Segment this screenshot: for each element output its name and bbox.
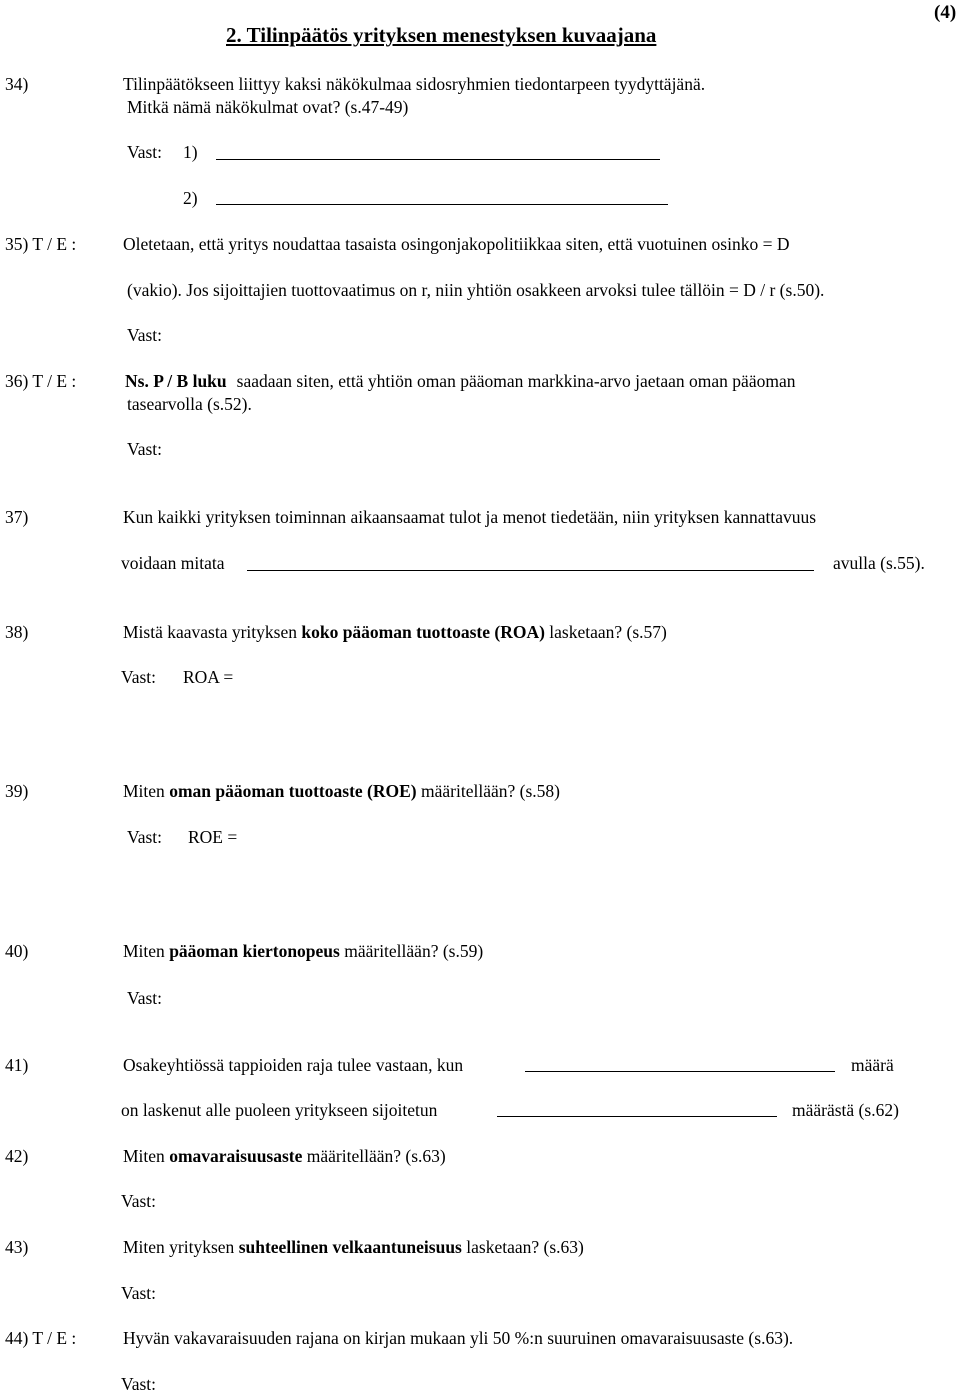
question-37-number: 37): [5, 507, 29, 527]
question-37-answer-line[interactable]: [247, 570, 814, 571]
question-34-answer-label: Vast:: [127, 142, 162, 162]
question-42-number: 42): [5, 1146, 29, 1166]
question-39-term: oman pääoman tuottoaste (ROE): [169, 781, 417, 801]
question-40-answer-label: Vast:: [127, 988, 162, 1008]
question-44-number: 44) T / E :: [5, 1328, 77, 1348]
question-36-term: Ns. P / B luku: [125, 371, 227, 391]
question-41-answer-line-1[interactable]: [525, 1071, 835, 1072]
question-36-line1-rest: saadaan siten, että yhtiön oman pääoman markkina-arvo jaetaan oman pääoman: [236, 371, 796, 391]
question-39-pre: Miten: [123, 781, 165, 801]
question-40-text: [123, 940, 483, 962]
question-42-term: omavaraisuusaste: [169, 1146, 303, 1166]
question-40-post: määritellään? (s.59): [344, 941, 484, 961]
question-41-line1-end: määrä: [851, 1055, 894, 1075]
question-36-answer-label: Vast:: [127, 439, 162, 459]
question-42-text: [123, 1145, 446, 1167]
question-38-answer-label: Vast:: [121, 667, 156, 687]
question-41-line2-start: on laskenut alle puoleen yritykseen sijoitetun: [121, 1100, 438, 1120]
question-43-post: lasketaan? (s.63): [466, 1237, 584, 1257]
question-38-post: lasketaan? (s.57): [549, 622, 667, 642]
page-number: (4): [934, 2, 957, 23]
question-40-pre: Miten: [123, 941, 165, 961]
question-35-answer-label: Vast:: [127, 325, 162, 345]
question-42-pre: Miten: [123, 1146, 165, 1166]
question-36-line1: [125, 370, 795, 392]
question-41-line1-start: Osakeyhtiössä tappioiden raja tulee vastaan, kun: [123, 1055, 464, 1075]
question-38-term: koko pääoman tuottoaste (ROA): [301, 622, 545, 642]
question-38-formula: ROA =: [183, 667, 234, 687]
question-43-text: [123, 1236, 584, 1258]
question-43-answer-label: Vast:: [121, 1283, 156, 1303]
question-41-answer-line-2[interactable]: [497, 1116, 777, 1117]
question-34-item2: 2): [183, 188, 198, 208]
question-38-pre: Mistä kaavasta yrityksen: [123, 622, 297, 642]
question-43-pre: Miten yrityksen: [123, 1237, 235, 1257]
question-43-term: suhteellinen velkaantuneisuus: [238, 1237, 462, 1257]
page-title: 2. Tilinpäätös yrityksen menestyksen kuvaajana: [226, 23, 657, 47]
question-34-answer-line-1[interactable]: [216, 159, 660, 160]
question-37-line2-end: avulla (s.55).: [833, 553, 925, 573]
question-39-post: määritellään? (s.58): [421, 781, 560, 801]
question-35-line1: Oletetaan, että yritys noudattaa tasaista osingonjakopolitiikkaa siten, että vuotuinen osinko = D: [123, 234, 790, 254]
question-37-line1: Kun kaikki yrityksen toiminnan aikaansaamat tulot ja menot tiedetään, niin yrityksen kannattavuus: [123, 507, 817, 527]
question-36-number: 36) T / E :: [5, 371, 77, 391]
question-40-number: 40): [5, 941, 29, 961]
question-34-answer-line-2[interactable]: [216, 204, 668, 205]
question-42-answer-label: Vast:: [121, 1191, 156, 1211]
question-44-answer-label: Vast:: [121, 1374, 156, 1394]
question-43-number: 43): [5, 1237, 29, 1257]
question-38-number: 38): [5, 622, 29, 642]
question-39-formula: ROE =: [188, 827, 238, 847]
question-34-line2: Mitkä nämä näkökulmat ovat? (s.47-49): [127, 97, 409, 117]
question-39-number: 39): [5, 781, 29, 801]
question-42-post: määritellään? (s.63): [306, 1146, 446, 1166]
question-34-number: 34): [5, 74, 29, 94]
question-40-term: pääoman kiertonopeus: [169, 941, 340, 961]
question-38-text: [123, 621, 667, 643]
question-44-line1: Hyvän vakavaraisuuden rajana on kirjan mukaan yli 50 %:n suuruinen omavaraisuusaste (s.63).: [123, 1328, 794, 1348]
question-34-item1: 1): [183, 142, 198, 162]
question-35-number: 35) T / E :: [5, 234, 77, 254]
question-34-line1: Tilinpäätökseen liittyy kaksi näkökulmaa sidosryhmien tiedontarpeen tyydyttäjänä.: [123, 74, 706, 94]
question-36-line2: tasearvolla (s.52).: [127, 394, 252, 414]
question-41-line2-end: määrästä (s.62): [792, 1100, 899, 1120]
question-39-answer-label: Vast:: [127, 827, 162, 847]
question-35-line2: (vakio). Jos sijoittajien tuottovaatimus on r, niin yhtiön osakkeen arvoksi tulee tällöin = D / r (s.50).: [127, 280, 825, 300]
question-41-number: 41): [5, 1055, 29, 1075]
question-39-text: [123, 780, 560, 802]
question-37-line2-start: voidaan mitata: [121, 553, 225, 573]
